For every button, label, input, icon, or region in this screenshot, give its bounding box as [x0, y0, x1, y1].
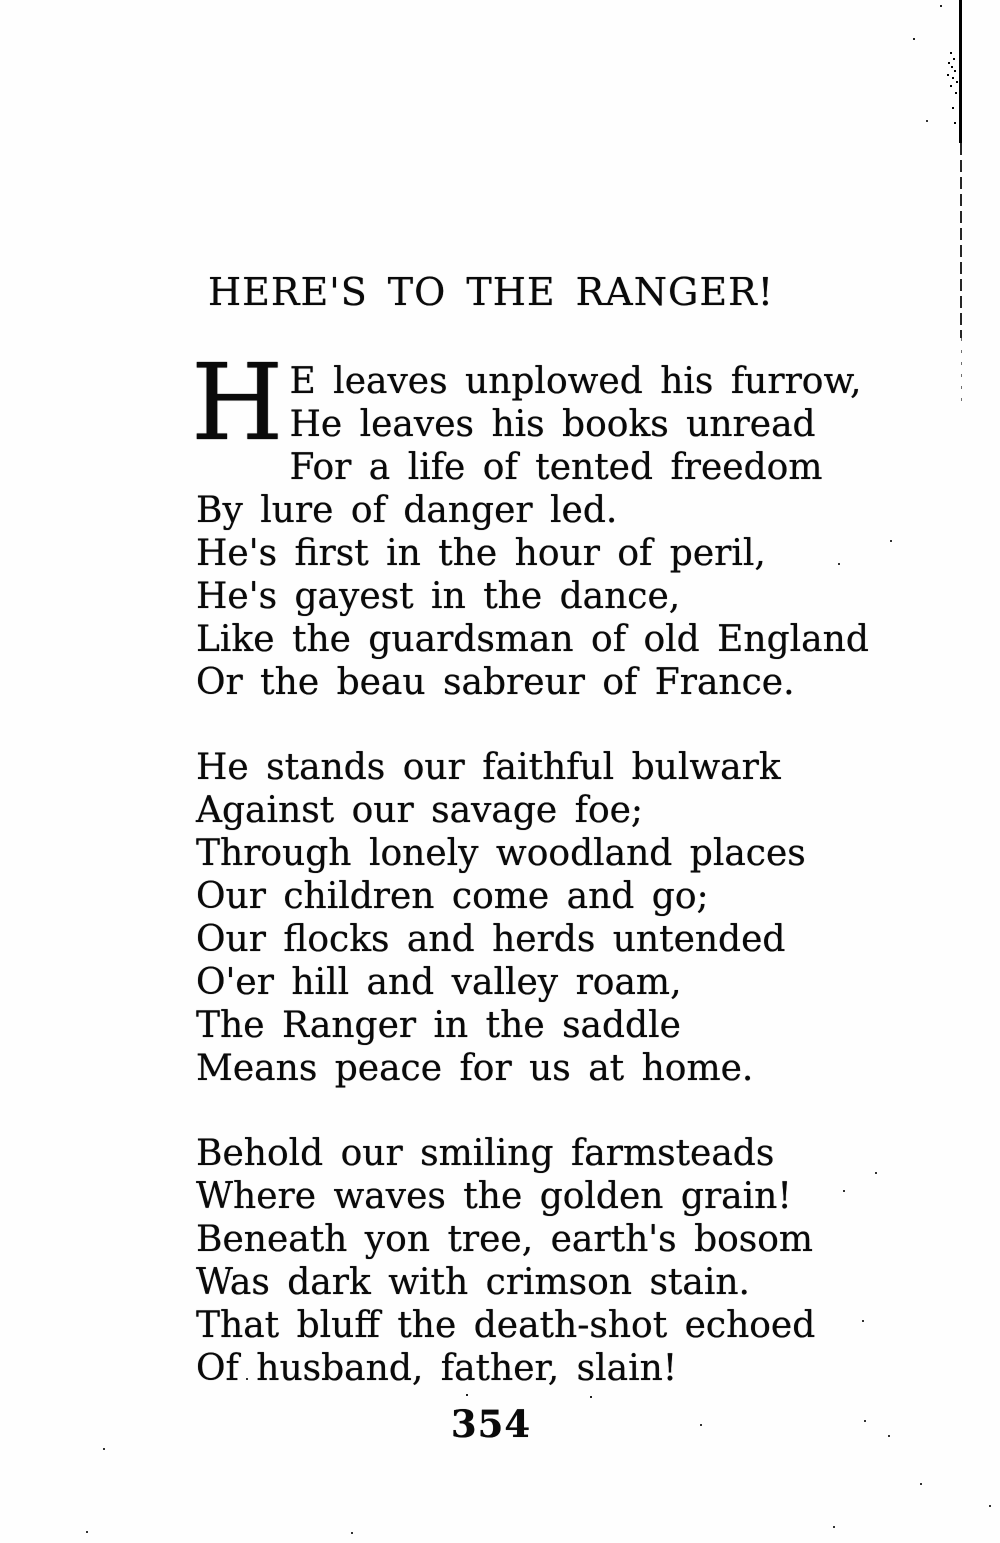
poem-line: He's gayest in the dance,: [196, 576, 681, 617]
poem-line: For a life of tented freedom: [289, 447, 823, 488]
poem-line: By lure of danger led.: [196, 490, 618, 531]
poem-line: Our children come and go;: [196, 876, 709, 917]
scan-artifact-line-thin: [960, 143, 962, 338]
poem-line: Means peace for us at home.: [196, 1048, 754, 1089]
poem-line: Of husband, father, slain!: [196, 1348, 678, 1389]
poem-line: Behold our smiling farmsteads: [196, 1133, 775, 1174]
drop-cap: H: [191, 341, 284, 464]
stanza: [196, 746, 856, 1090]
poem-line: He stands our faithful bulwark: [196, 747, 781, 788]
poem-line: O'er hill and valley roam,: [196, 962, 682, 1003]
poem-line: Our flocks and herds untended: [196, 919, 786, 960]
scan-artifact-fuzz: [950, 52, 952, 54]
poem-line: Beneath yon tree, earth's bosom: [196, 1219, 814, 1260]
page-number: 354: [450, 1402, 532, 1446]
poem-line: Or the beau sabreur of France.: [196, 662, 795, 703]
poem-line: Was dark with crimson stain.: [196, 1262, 750, 1303]
scan-artifact-speckles: [0, 0, 2, 2]
poem-line: Where waves the golden grain!: [196, 1176, 792, 1217]
poem-line: Like the guardsman of old England: [196, 619, 869, 660]
poem-line: E leaves unplowed his furrow,: [289, 361, 862, 402]
poem-body: [191, 341, 869, 1390]
poem-line: Against our savage foe;: [196, 790, 644, 831]
stanza: [191, 341, 869, 704]
scan-artifact-line-thick: [959, 0, 962, 143]
poem-line: Through lonely woodland places: [196, 833, 806, 874]
scan-artifact-line-fade: [961, 338, 962, 408]
poem-title: HERE'S TO THE RANGER!: [208, 270, 774, 314]
poem-line: He leaves his books unread: [289, 404, 816, 445]
poem-line: The Ranger in the saddle: [196, 1005, 681, 1046]
poem-line: That bluff the death-shot echoed: [196, 1305, 816, 1346]
poem-line: He's first in the hour of peril,: [196, 533, 766, 574]
stanza: [196, 1132, 856, 1390]
